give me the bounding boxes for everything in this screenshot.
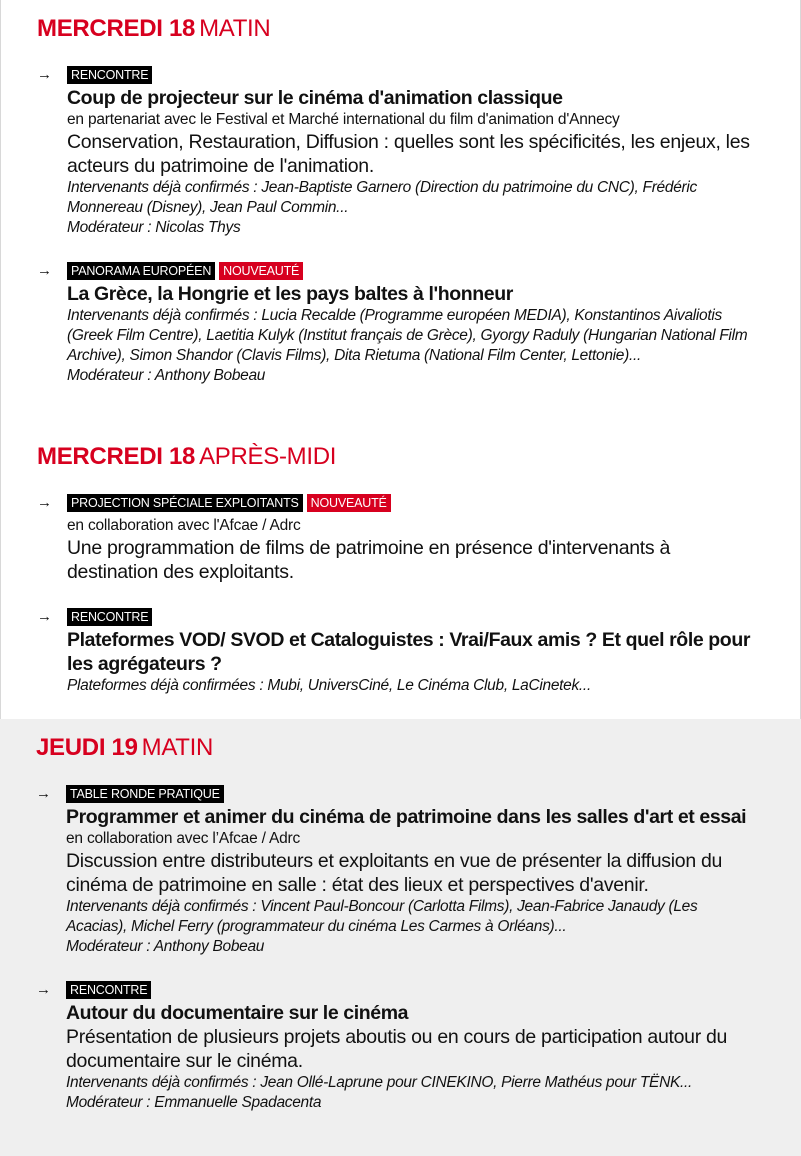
- event-description: Présentation de plusieurs projets aboutis ou en cours de participation autour du documentaire sur le cinéma.: [66, 1026, 728, 1072]
- arrow-right-icon: →: [37, 608, 52, 625]
- event-title: Coup de projecteur sur le cinéma d'animation classique: [67, 87, 563, 109]
- day-heading: [37, 14, 760, 44]
- tag-rencontre: RENCONTRE: [66, 981, 151, 999]
- day-part-label: APRÈS-MIDI: [199, 443, 337, 470]
- event-item: [36, 785, 761, 957]
- day-label: MERCREDI 18: [37, 15, 196, 42]
- event-item: [37, 66, 760, 238]
- event-moderator: Modérateur : Anthony Bobeau: [67, 367, 266, 384]
- event-speakers: Intervenants déjà confirmés : Jean-Baptiste Garnero (Direction du patrimoine du CNC), Frédéric Monnereau (Disney), Jean Paul Commin...: [67, 179, 697, 216]
- event-title: La Grèce, la Hongrie et les pays baltes à l'honneur: [67, 283, 513, 305]
- event-item: [36, 981, 761, 1113]
- arrow-right-icon: →: [36, 785, 51, 802]
- day-heading: [36, 733, 761, 763]
- arrow-right-icon: →: [37, 494, 52, 511]
- tag-rencontre: RENCONTRE: [67, 66, 152, 84]
- event-moderator: Modérateur : Emmanuelle Spadacenta: [66, 1094, 322, 1111]
- day-part-label: MATIN: [199, 15, 271, 42]
- tag-row: [66, 981, 761, 999]
- section-jeudi-matin: [0, 719, 801, 1156]
- event-partner: en collaboration avec l’Afcae / Adrc: [66, 830, 301, 847]
- event-speakers: Plateformes déjà confirmées : Mubi, UniversCiné, Le Cinéma Club, LaCinetek...: [67, 677, 591, 694]
- event-item: [37, 608, 760, 696]
- tag-nouveaute: NOUVEAUTÉ: [219, 262, 303, 280]
- day-label: MERCREDI 18: [37, 443, 196, 470]
- event-speakers: Intervenants déjà confirmés : Lucia Recalde (Programme européen MEDIA), Konstantinos Aivaliotis (Greek Film Centre), Laetitia Kulyk (Institut français de Grèce), Gyorgy Raduly (Hungarian National Film Archive), Simon Shandor (Clavis Films), Dita Rietuma (National Film Center, Lettonie)...: [67, 307, 748, 364]
- tag-table-ronde-pratique: TABLE RONDE PRATIQUE: [66, 785, 224, 803]
- event-speakers: Intervenants déjà confirmés : Vincent Paul-Boncour (Carlotta Films), Jean-Fabrice Janaudy (Les Acacias), Michel Ferry (programmateur du cinéma Les Carmes à Orléans)...: [66, 898, 698, 935]
- arrow-right-icon: →: [37, 262, 52, 279]
- tag-row: [66, 785, 761, 803]
- event-title: Programmer et animer du cinéma de patrimoine dans les salles d'art et essai: [66, 806, 747, 828]
- section-mercredi-apres-midi: [0, 438, 801, 719]
- tag-panorama-europeen: PANORAMA EUROPÉEN: [67, 262, 215, 280]
- tag-nouveaute: NOUVEAUTÉ: [307, 494, 391, 512]
- day-heading: [37, 442, 760, 472]
- tag-rencontre: RENCONTRE: [67, 608, 152, 626]
- tag-projection-speciale: PROJECTION SPÉCIALE EXPLOITANTS: [67, 494, 303, 512]
- section-mercredi-matin: [0, 0, 801, 438]
- event-item: [37, 494, 760, 584]
- event-title: Plateformes VOD/ SVOD et Cataloguistes : Vrai/Faux amis ? Et quel rôle pour les agrégateurs ?: [67, 629, 751, 675]
- tag-row: [67, 262, 760, 280]
- arrow-right-icon: →: [36, 981, 51, 998]
- event-speakers: Intervenants déjà confirmés : Jean Ollé-Laprune pour CINEKINO, Pierre Mathéus pour TËNK...: [66, 1074, 693, 1091]
- tag-row: [67, 66, 760, 84]
- arrow-right-icon: →: [37, 66, 52, 83]
- event-description: Une programmation de films de patrimoine en présence d'intervenants à destination des exploitants.: [67, 537, 671, 583]
- event-title: Autour du documentaire sur le cinéma: [66, 1002, 409, 1024]
- event-description: Conservation, Restauration, Diffusion : quelles sont les spécificités, les enjeux, les acteurs du patrimoine de l'animation.: [67, 131, 750, 177]
- day-label: JEUDI 19: [36, 734, 138, 761]
- event-moderator: Modérateur : Nicolas Thys: [67, 219, 241, 236]
- tag-row: [67, 494, 760, 512]
- event-partner: en collaboration avec l'Afcae / Adrc: [67, 517, 301, 534]
- event-partner: en partenariat avec le Festival et Marché international du film d'animation d'Annecy: [67, 111, 620, 128]
- event-moderator: Modérateur : Anthony Bobeau: [66, 938, 265, 955]
- tag-row: [67, 608, 760, 626]
- event-item: [37, 262, 760, 386]
- day-part-label: MATIN: [141, 734, 214, 761]
- event-description: Discussion entre distributeurs et exploitants en vue de présenter la diffusion du cinéma de patrimoine en salle : état des lieux et perspectives d'avenir.: [66, 850, 723, 896]
